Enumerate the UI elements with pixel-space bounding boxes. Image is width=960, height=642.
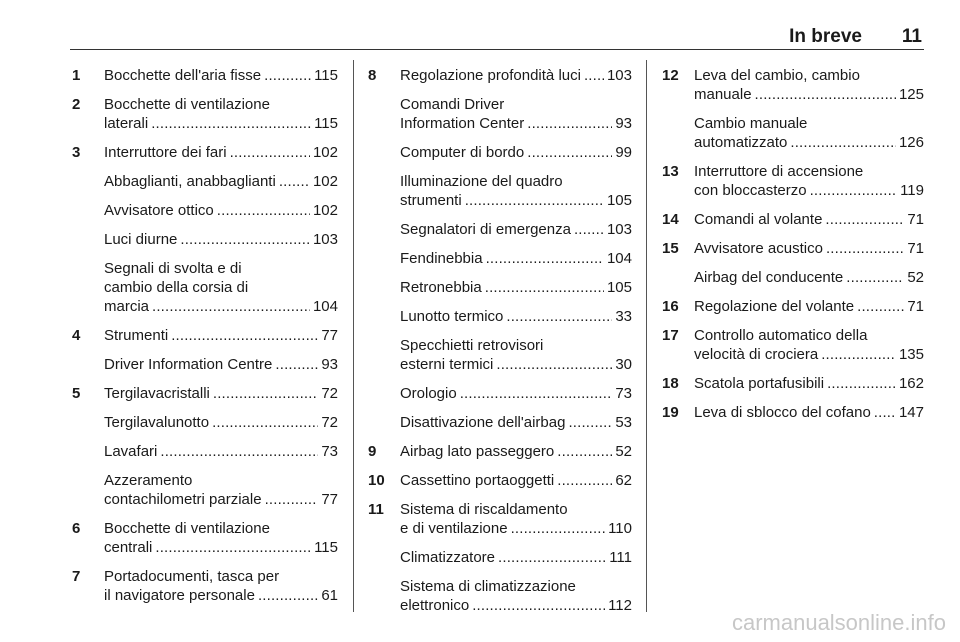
entry-line [694,133,924,152]
page-reference: 104 [312,298,338,315]
entry-label: automatizzato [694,134,788,151]
index-entry [368,95,632,133]
index-entry [368,249,632,268]
page-reference: 103 [312,231,338,248]
entry-number: 8 [368,67,377,84]
index-entry [368,577,632,615]
entry-line [400,95,632,114]
dot-leader [810,181,898,200]
dot-leader [827,374,896,393]
entry-line [694,326,924,345]
dot-leader [874,403,896,422]
entry-line [104,471,338,490]
entry-label: Airbag lato passeggero [400,443,555,460]
page-reference: 110 [608,520,632,537]
index-entry [662,297,924,316]
entry-label: cambio della corsia di [104,279,249,296]
dot-leader [155,538,311,557]
entry-line [694,403,924,422]
entry-line [400,307,632,326]
entry-label: laterali [104,115,149,132]
entry-line [400,172,632,191]
entry-label: Specchietti retrovisori [400,337,544,354]
entry-line [694,268,924,287]
dot-leader [217,201,310,220]
entry-line [104,297,338,316]
dot-leader [230,143,310,162]
index-entry [72,442,338,461]
page-reference: 33 [615,308,632,325]
entry-line [104,143,338,162]
dot-leader [160,442,318,461]
entry-label: Tergilavalunotto [104,414,210,431]
entry-label: con bloccasterzo [694,182,807,199]
entry-line [694,114,924,133]
entry-line [104,538,338,557]
dot-leader [557,471,612,490]
page-reference: 119 [900,182,924,199]
index-column-2 [368,66,632,625]
entry-label: Bocchette dell'aria fisse [104,67,262,84]
dot-leader [212,413,318,432]
dot-leader [511,519,606,538]
dot-leader [857,297,904,316]
index-entry [368,220,632,239]
page-reference: 115 [314,115,338,132]
entry-line [400,355,632,374]
page-reference: 115 [314,539,338,556]
dot-leader [506,307,612,326]
entry-number: 3 [72,144,81,161]
index-entry [72,259,338,316]
entry-line [104,172,338,191]
index-entry [72,355,338,374]
entry-line [104,66,338,85]
page-reference: 105 [606,279,632,296]
index-entry [662,66,924,104]
entry-label: Leva del cambio, cambio [694,67,860,84]
dot-leader [485,278,604,297]
entry-line [104,490,338,509]
entry-number: 14 [662,211,679,228]
entry-label: Scatola portafusibili [694,375,825,392]
index-entry [72,66,338,85]
entry-line [694,239,924,258]
entry-label: Leva di sblocco del cofano [694,404,871,421]
page-reference: 112 [608,597,632,614]
dot-leader [527,143,612,162]
entry-number: 10 [368,472,385,489]
entry-number: 13 [662,163,679,180]
page-reference: 103 [606,221,632,238]
entry-line [400,249,632,268]
index-entry [662,114,924,152]
entry-label: Sistema di climatizzazione [400,578,576,595]
dot-leader [498,548,606,567]
dot-leader [472,596,605,615]
entry-label: Lunotto termico [400,308,504,325]
index-entry [72,95,338,133]
index-entry [662,374,924,393]
index-entry [368,442,632,461]
entry-line [104,384,338,403]
entry-label: Disattivazione dell'airbag [400,414,566,431]
index-entry [662,239,924,258]
entry-label: Azzeramento [104,472,193,489]
page-reference: 77 [321,491,338,508]
entry-label: Luci diurne [104,231,178,248]
index-column-1 [72,66,338,615]
dot-leader [264,66,311,85]
entry-label: Interruttore dei fari [104,144,227,161]
entry-label: Controllo automatico della [694,327,868,344]
entry-line [104,259,338,278]
entry-line [400,384,632,403]
entry-line [104,278,338,297]
entry-line [400,114,632,133]
entry-number: 9 [368,443,377,460]
page-reference: 102 [312,202,338,219]
index-entry [368,384,632,403]
entry-label: Retronebbia [400,279,482,296]
entry-label: Orologio [400,385,457,402]
entry-label: Avvisatore ottico [104,202,214,219]
entry-label: Climatizzatore [400,549,496,566]
dot-leader [486,249,604,268]
index-entry [662,326,924,364]
entry-number: 15 [662,240,679,257]
entry-label: il navigatore personale [104,587,255,604]
dot-leader [568,413,612,432]
page-reference: 162 [898,375,924,392]
entry-label: Computer di bordo [400,144,525,161]
entry-label: Segnali di svolta e di [104,260,242,277]
index-entry [368,307,632,326]
entry-label: marcia [104,298,150,315]
index-entry [368,500,632,538]
entry-label: Regolazione profondità luci [400,67,581,84]
entry-line [104,326,338,345]
entry-line [694,66,924,85]
entry-line [104,230,338,249]
page-reference: 72 [321,414,338,431]
entry-line [104,413,338,432]
index-entry [662,210,924,229]
index-entry [368,143,632,162]
entry-line [694,181,924,200]
entry-label: Airbag del conducente [694,269,844,286]
entry-label: Comandi Driver [400,96,505,113]
index-entry [72,567,338,605]
page-reference: 103 [606,67,632,84]
index-entry [368,548,632,567]
dot-leader [180,230,310,249]
dot-leader [826,239,904,258]
page-reference: 102 [312,173,338,190]
index-entry [72,230,338,249]
page-reference: 77 [321,327,338,344]
page-reference: 72 [321,385,338,402]
entry-line [104,442,338,461]
entry-line [400,596,632,615]
entry-label: elettronico [400,597,470,614]
index-entry [368,278,632,297]
page-reference: 99 [615,144,632,161]
dot-leader [584,66,604,85]
page-reference: 73 [321,443,338,460]
section-title: In breve [789,26,862,47]
entry-number: 18 [662,375,679,392]
page-reference: 105 [606,192,632,209]
dot-leader [821,345,896,364]
entry-number: 1 [72,67,81,84]
page-reference: 52 [615,443,632,460]
entry-line [104,586,338,605]
entry-line [400,471,632,490]
entry-label: Lavafari [104,443,158,460]
entry-label: Avvisatore acustico [694,240,823,257]
dot-leader [574,220,604,239]
entry-label: Sistema di riscaldamento [400,501,568,518]
dot-leader [557,442,612,461]
index-entry [72,471,338,509]
entry-line [694,345,924,364]
index-column-3 [662,66,924,432]
page-reference: 61 [321,587,338,604]
entry-line [400,442,632,461]
index-entry [368,471,632,490]
entry-line [104,355,338,374]
index-entry [368,413,632,432]
entry-line [104,114,338,133]
entry-line [400,548,632,567]
entry-label: Regolazione del volante [694,298,855,315]
entry-line [104,519,338,538]
entry-line [400,413,632,432]
entry-label: Comandi al volante [694,211,823,228]
entry-line [400,577,632,596]
dot-leader [825,210,904,229]
page-reference: 126 [898,134,924,151]
entry-label: strumenti [400,192,462,209]
entry-line [400,278,632,297]
entry-label: contachilometri parziale [104,491,262,508]
page-reference: 102 [312,144,338,161]
entry-label: Cambio manuale [694,115,808,132]
entry-number: 19 [662,404,679,421]
dot-leader [527,114,612,133]
index-entry [368,66,632,85]
entry-label: Illuminazione del quadro [400,173,563,190]
page-reference: 93 [615,115,632,132]
entry-line [104,201,338,220]
page-reference: 62 [615,472,632,489]
entry-line [400,191,632,210]
entry-label: manuale [694,86,752,103]
dot-leader [790,133,896,152]
entry-number: 7 [72,568,81,585]
page-reference: 104 [606,250,632,267]
dot-leader [846,268,904,287]
page-number: 11 [901,26,922,47]
entry-number: 11 [368,501,384,518]
entry-line [400,143,632,162]
entry-line [400,66,632,85]
entry-label: esterni termici [400,356,494,373]
entry-label: Cassettino portaoggetti [400,472,555,489]
entry-line [400,500,632,519]
column-divider [646,60,647,612]
page-reference: 115 [314,67,338,84]
dot-leader [279,172,310,191]
dot-leader [496,355,612,374]
entry-line [400,336,632,355]
entry-label: Fendinebbia [400,250,483,267]
entry-number: 4 [72,327,81,344]
entry-number: 17 [662,327,679,344]
entry-line [104,567,338,586]
index-entry [72,172,338,191]
index-entry [72,326,338,345]
index-entry [662,403,924,422]
entry-label: Segnalatori di emergenza [400,221,571,238]
index-entry [368,336,632,374]
entry-number: 16 [662,298,679,315]
entry-line [694,374,924,393]
entry-label: Information Center [400,115,525,132]
entry-label: Bocchette di ventilazione [104,96,270,113]
page-reference: 52 [907,269,924,286]
page-reference: 135 [898,346,924,363]
dot-leader [152,297,310,316]
entry-number: 2 [72,96,81,113]
dot-leader [151,114,311,133]
page-reference: 71 [907,240,924,257]
entry-label: e di ventilazione [400,520,508,537]
page-reference: 111 [609,549,632,566]
index-entry [72,519,338,557]
entry-label: Tergilavacristalli [104,385,210,402]
index-entry [72,384,338,403]
page-reference: 125 [898,86,924,103]
entry-label: Portadocumenti, tasca per [104,568,280,585]
page-reference: 147 [898,404,924,421]
entry-line [694,297,924,316]
dot-leader [755,85,896,104]
dot-leader [213,384,318,403]
page-reference: 30 [615,356,632,373]
index-entry [662,162,924,200]
index-entry [72,143,338,162]
watermark: carmanualsonline.info [731,610,946,635]
page-reference: 53 [615,414,632,431]
entry-line [104,95,338,114]
entry-number: 6 [72,520,81,537]
entry-label: Bocchette di ventilazione [104,520,270,537]
dot-leader [460,384,613,403]
page-reference: 71 [907,298,924,315]
page-reference: 93 [321,356,338,373]
entry-line [694,85,924,104]
dot-leader [275,355,318,374]
entry-label: Interruttore di accensione [694,163,864,180]
page-reference: 73 [615,385,632,402]
column-divider [353,60,354,612]
entry-number: 12 [662,67,679,84]
index-entry [662,268,924,287]
dot-leader [465,191,604,210]
entry-label: Abbaglianti, anabbaglianti [104,173,276,190]
index-entry [368,172,632,210]
entry-number: 5 [72,385,81,402]
entry-line [400,220,632,239]
entry-line [694,162,924,181]
dot-leader [258,586,318,605]
entry-line [400,519,632,538]
dot-leader [265,490,319,509]
dot-leader [171,326,318,345]
entry-label: centrali [104,539,153,556]
entry-line [694,210,924,229]
entry-label: Strumenti [104,327,169,344]
entry-label: velocità di crociera [694,346,819,363]
entry-label: Driver Information Centre [104,356,273,373]
page-header [70,20,924,50]
index-entry [72,413,338,432]
page-reference: 71 [907,211,924,228]
index-entry [72,201,338,220]
